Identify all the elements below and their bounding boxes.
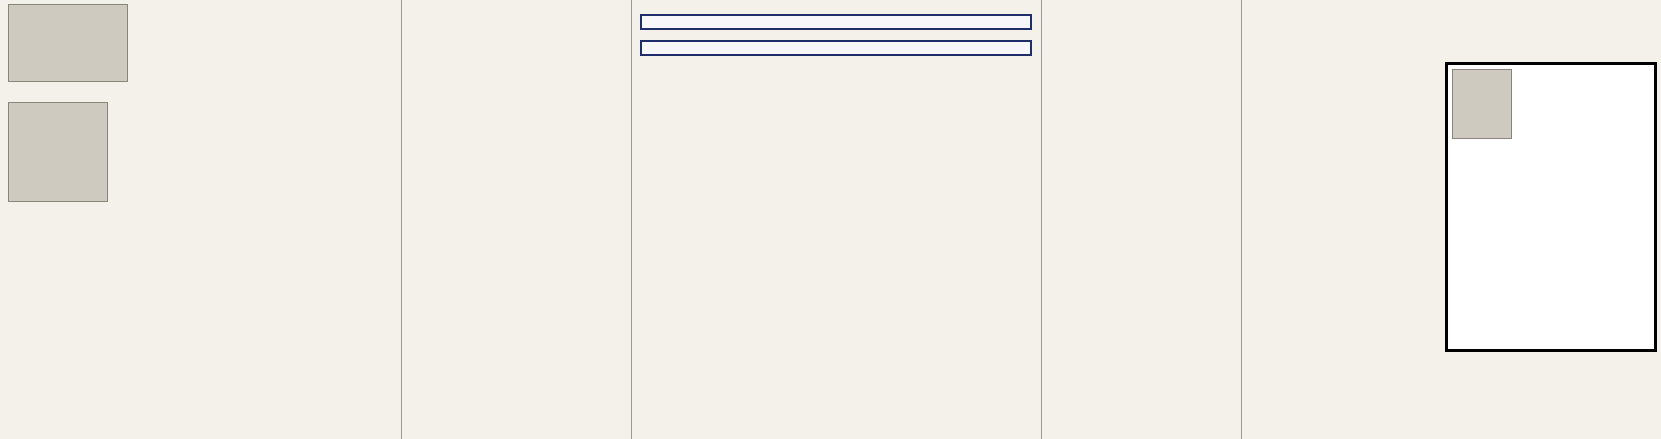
story-2 xyxy=(8,102,392,202)
column-4 xyxy=(1042,0,1240,439)
ad-fine-print xyxy=(1448,143,1654,151)
person-photo xyxy=(8,4,128,82)
deity-image xyxy=(1452,69,1512,139)
article-body xyxy=(116,102,392,202)
column-2 xyxy=(402,0,630,439)
obituary-1 xyxy=(8,4,392,82)
quote-box xyxy=(640,40,1032,56)
box-body xyxy=(642,16,1030,28)
column-1 xyxy=(0,0,400,439)
quote-box xyxy=(640,14,1032,30)
ad-lines xyxy=(1518,69,1650,139)
person-photo xyxy=(8,102,108,202)
box-body xyxy=(642,42,1030,54)
column-3 xyxy=(632,0,1040,439)
column-5 xyxy=(1242,0,1442,439)
advertisement xyxy=(1445,62,1657,352)
